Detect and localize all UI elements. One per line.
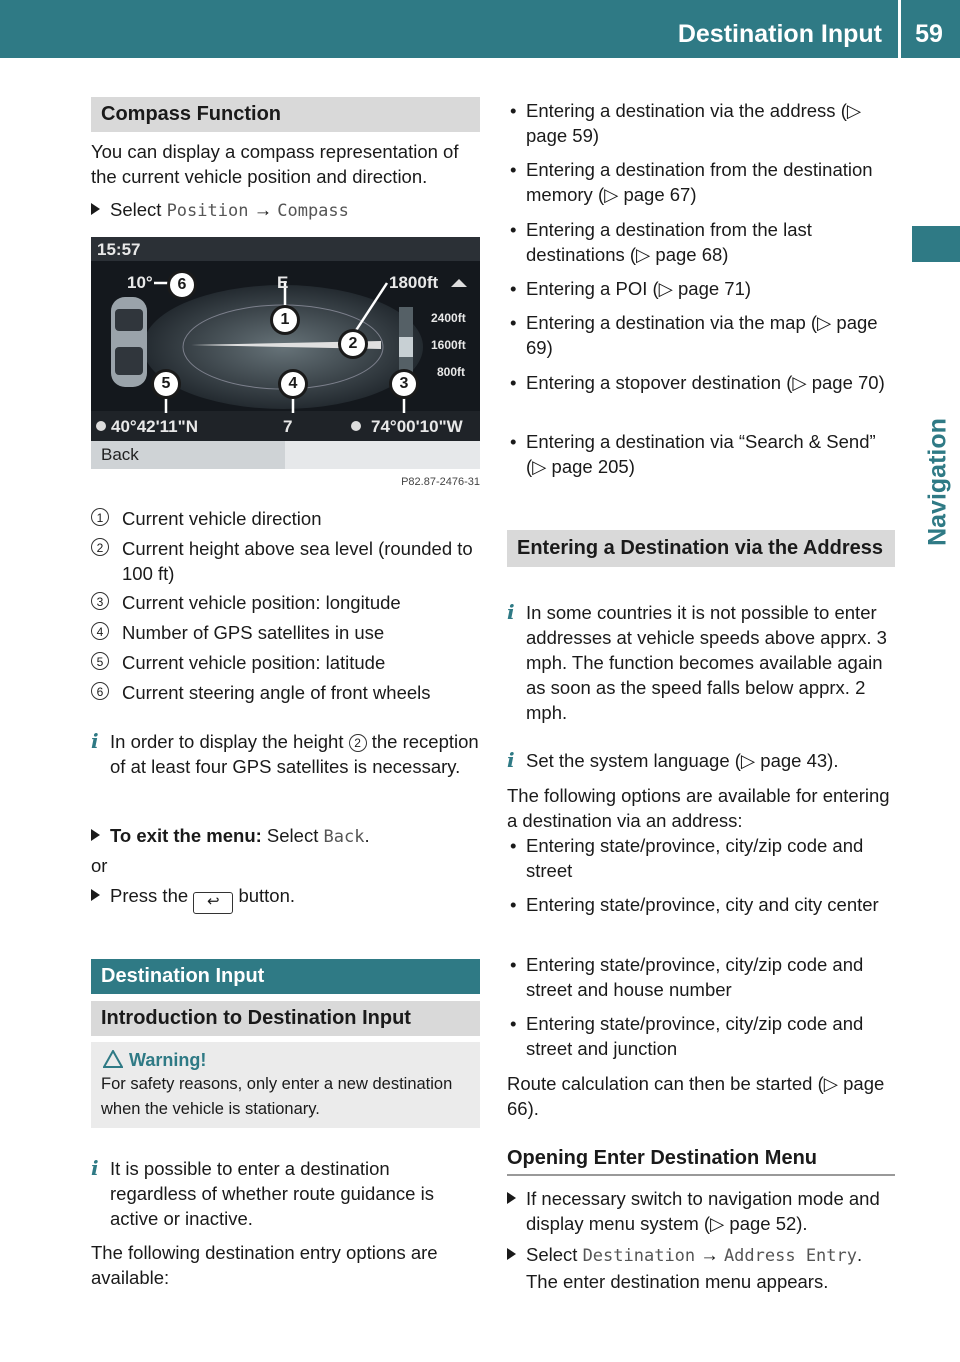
step-text: Select: [526, 1244, 578, 1265]
step-text: . The enter destination menu appears.: [526, 1244, 863, 1292]
list-text: Entering a destination via the map (▷ page 69): [526, 312, 878, 358]
bullet: •: [510, 312, 517, 333]
side-tab-marker: [912, 226, 960, 262]
list-text: Entering state/province, city and city center: [526, 894, 879, 915]
screen-latitude: 40°42'11"N: [111, 417, 198, 436]
menu-item-position: Position: [166, 201, 249, 221]
step-text: Select: [110, 199, 162, 220]
step-arrow-icon: [91, 889, 100, 901]
right-column: [507, 0, 895, 1362]
callout-3: 3: [389, 369, 419, 399]
menu-item-back: Back: [323, 827, 365, 847]
list-item: [507, 310, 895, 360]
side-tab-label-box: [914, 272, 958, 692]
menu-item-address-entry: Address Entry: [723, 1246, 857, 1266]
legend-number: 3: [91, 592, 109, 610]
scale-label-3: 800ft: [437, 365, 466, 379]
warning-box: [91, 1042, 480, 1128]
legend-number: 5: [91, 652, 109, 670]
list-item: [507, 429, 895, 479]
legend-text: Current vehicle position: latitude: [122, 652, 386, 673]
address-options-text: The following options are available for entering a destination via an address:: [507, 785, 890, 831]
list-text: Entering a destination from the last destinations (▷ page 68): [526, 219, 812, 265]
side-tab-label: Navigation: [923, 418, 952, 546]
legend-number: 4: [91, 622, 109, 640]
step-text: button.: [238, 885, 296, 906]
warning-title: Warning!: [129, 1050, 207, 1070]
legend-item: [91, 590, 480, 615]
menu-step-2: [507, 1242, 895, 1294]
bullet: •: [510, 278, 517, 299]
legend-text: Current height above sea level (rounded to 100 ft): [122, 538, 473, 584]
warning-text: For safety reasons, only enter a new destination when the vehicle is stationary.: [101, 1075, 453, 1118]
scale-label-2: 1600ft: [431, 338, 466, 352]
list-text: Entering a stopover destination (▷ page 70): [526, 372, 885, 393]
side-tab[interactable]: [912, 226, 960, 1362]
info-text: Set the system language (▷ page 43).: [526, 750, 839, 771]
list-item: [507, 370, 895, 395]
warning-title-row: [101, 1048, 470, 1072]
bullet: •: [510, 159, 517, 180]
step-arrow-icon: [507, 1192, 516, 1204]
header-divider: [898, 0, 901, 58]
callout-4: 4: [278, 369, 308, 399]
legend-number: 6: [91, 682, 109, 700]
info-icon: i: [91, 1156, 99, 1180]
list-item: [507, 1011, 895, 1061]
screen-height: 1800ft: [389, 273, 439, 292]
press-step: [91, 883, 480, 914]
menu-step-1: [507, 1186, 895, 1236]
list-text: Entering a destination from the destination memory (▷ page 67): [526, 159, 873, 205]
list-item: [507, 217, 895, 267]
info-note-speed: [507, 600, 895, 725]
menu-item-destination: Destination: [582, 1246, 696, 1266]
info-text: In order to display the height: [110, 731, 344, 752]
menu-arrow: →: [253, 199, 273, 220]
subheading-menu: Opening Enter Destination Menu: [507, 1147, 895, 1176]
callout-2: 2: [338, 329, 368, 359]
menu-item-compass: Compass: [277, 201, 349, 221]
legend-item: [91, 680, 480, 705]
screen-steer-angle: 10°: [127, 273, 153, 292]
info-text: In some countries it is not possible to enter addresses at vehicle speeds above apprx. 3 mph. The function becomes available again as soon as the speed falls below apprx. 2 mph.: [526, 602, 887, 723]
list-text: Entering state/province, city/zip code and street: [526, 835, 864, 881]
info-icon: i: [507, 748, 515, 772]
legend-text: Current vehicle direction: [122, 508, 322, 529]
legend-text: Number of GPS satellites in use: [122, 622, 385, 643]
bullet: •: [510, 894, 517, 915]
list-item: [507, 276, 895, 301]
step-text: If necessary switch to navigation mode and display menu system (▷ page 52).: [526, 1188, 880, 1234]
legend-text: Current steering angle of front wheels: [122, 682, 431, 703]
callout-1: 1: [270, 305, 300, 335]
section-heading-destination: Destination Input: [91, 959, 480, 994]
section-heading-compass: Compass Function: [91, 97, 480, 132]
callout-ref: 2: [349, 734, 367, 752]
legend-text: Current vehicle position: longitude: [122, 592, 401, 613]
legend-item: [91, 620, 480, 645]
legend-number: 1: [91, 508, 109, 526]
list-text: Entering a destination via “Search & Send” (▷ page 205): [526, 431, 876, 477]
legend-item: [91, 650, 480, 675]
info-note-destination: [91, 1156, 480, 1231]
bullet: •: [510, 100, 517, 121]
info-icon: i: [91, 729, 99, 753]
step-text: Press the: [110, 885, 189, 906]
list-text: Entering state/province, city/zip code and street and house number: [526, 954, 864, 1000]
bullet: •: [510, 372, 517, 393]
bullet: •: [510, 954, 517, 975]
info-text: the reception of at least four GPS satellites is necessary.: [110, 731, 479, 777]
exit-step: [91, 823, 480, 850]
info-note-height: [91, 729, 480, 779]
route-calc-text: Route calculation can then be started (▷ page 66).: [507, 1073, 885, 1119]
options-text: The following destination entry options are available:: [91, 1242, 438, 1288]
step-arrow-icon: [91, 829, 100, 841]
info-note-language: [507, 748, 895, 773]
screen-back-button[interactable]: Back: [101, 445, 139, 464]
screen-direction: E: [277, 273, 289, 292]
compass-intro: You can display a compass representation of the current vehicle position and direction.: [91, 141, 459, 187]
callout-6: 6: [167, 270, 197, 300]
step-text: Select: [266, 825, 319, 846]
bullet: •: [510, 1013, 517, 1034]
screen-satellites: 7: [283, 417, 293, 436]
bullet: •: [510, 835, 517, 856]
or-text: or: [91, 855, 108, 876]
list-item: [507, 952, 895, 1002]
info-icon: i: [507, 600, 515, 624]
scale-label-1: 2400ft: [431, 311, 466, 325]
screen-time: 15:57: [97, 240, 141, 259]
page-number: 59: [915, 20, 943, 48]
list-text: Entering state/province, city/zip code and street and junction: [526, 1013, 864, 1059]
warning-icon: [103, 1050, 123, 1068]
list-text: Entering a destination via the address (▷ page 59): [526, 100, 862, 146]
step-text: .: [364, 825, 370, 846]
page-title: Destination Input: [677, 20, 882, 48]
info-text: It is possible to enter a destination regardless of whether route guidance is active or inactive.: [110, 1158, 434, 1229]
menu-arrow: →: [700, 1244, 719, 1265]
list-item: [507, 892, 895, 917]
step-arrow-icon: [507, 1248, 516, 1260]
list-item: [507, 833, 895, 883]
back-button-icon: ↩: [193, 892, 233, 914]
section-heading-address: Entering a Destination via the Address: [507, 530, 895, 567]
bullet: •: [510, 219, 517, 240]
legend-item: [91, 536, 480, 586]
left-column-lower: [91, 0, 480, 1362]
list-text: Entering a POI (▷ page 71): [526, 278, 752, 299]
bullet: •: [510, 431, 517, 452]
callout-5: 5: [151, 369, 181, 399]
screen-longitude: 74°00'10"W: [371, 417, 463, 436]
list-item: [507, 98, 895, 148]
section-heading-intro: Introduction to Destination Input: [91, 1001, 480, 1036]
legend-item: [91, 506, 480, 531]
exit-label: To exit the menu:: [110, 825, 262, 846]
list-item: [507, 157, 895, 207]
image-credit: P82.87-2476-31: [401, 476, 480, 488]
legend-number: 2: [91, 538, 109, 556]
